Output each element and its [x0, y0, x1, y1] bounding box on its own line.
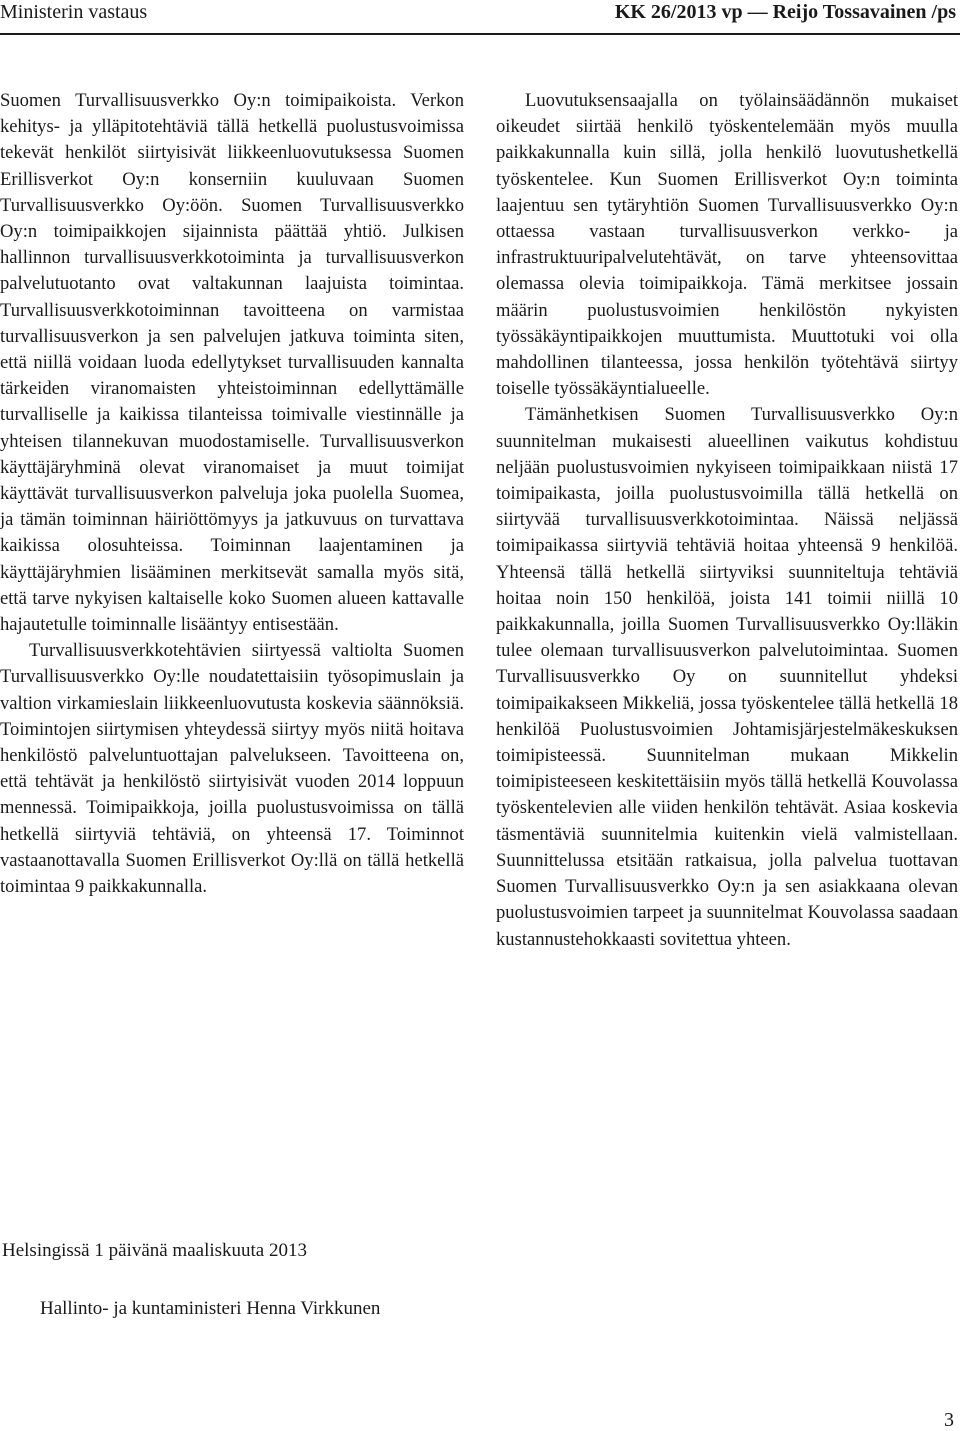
page-number: 3 [944, 1409, 954, 1431]
right-column [496, 88, 958, 953]
left-paragraph-2: Turvallisuusverkkotehtävien siirtyessä valtiolta Suomen Turvallisuusverkko Oy:lle noudatettaisiin työsopimuslain ja valtion virkamieslain liikkeenluovutusta koskevia säännöksiä. Toimintojen siirtymisen yhteydessä siirtyy myös niitä hoitava henkilöstö palveluntuottajan palvelukseen. Tavoitteena on, että tehtävät ja henkilöstö siirtyisivät vuoden 2014 loppuun mennessä. Toimipaikkoja, joilla puolustusvoimissa on tällä hetkellä siirtyviä tehtäviä, on yhteensä 17. Toiminnot vastaanottavalla Suomen Erillisverkot Oy:llä on tällä hetkellä toimintaa 9 paikkakunnalla. [0, 640, 464, 898]
page-header [0, 0, 960, 28]
left-column [0, 88, 464, 900]
header-document-type: Ministerin vastaus [0, 1, 148, 23]
right-paragraph-1: Luovutuksensaajalla on työlainsäädännön mukaiset oikeudet siirtää henkilö työskentelemään myös muulla paikkakunnalla kuin sillä, jolla henkilö luovutushetkellä työskentelee. Kun Suomen Erillisverkot Oy:n toiminta laajentuu sen tytäryhtiön Suomen Turvallisuusverkko Oy:n ottaessa vastaan turvallisuusverkon verkko- ja infrastruktuuripalvelutehtävät, on tarve yhteensovittaa olemassa olevia toimipaikkoja. Tämä merkitsee jossain määrin puolustusvoimien henkilöstön nykyisten työssäkäyntipaikkojen muuttumista. Muuttotuki voi olla mahdollinen tilanteessa, jossa henkilön työtehtävä siirtyy toiselle työssäkäyntialueelle. [496, 90, 958, 400]
minister-signature: Hallinto- ja kuntaministeri Henna Virkkunen [40, 1298, 381, 1319]
right-paragraph-2: Tämänhetkisen Suomen Turvallisuusverkko Oy:n suunnitelman mukaisesti alueellinen vaikutus kohdistuu neljään puolustusvoimien nykyiseen toimipaikkaan niistä 17 toimipaikasta, joilla puolustusvoimilla tällä hetkellä on siirtyvää turvallisuusverkkotoimintaa. Näissä neljässä toimipaikassa siirtyviä tehtäviä hoitaa yhteensä 9 henkilöä. Yhteensä tällä hetkellä siirtyviksi suunniteltuja tehtäviä hoitaa noin 150 henkilöä, joista 141 toimii niillä 10 paikkakunnalla, joilla Suomen Turvallisuusverkko Oy:lläkin tulee olemaan turvallisuusverkon palvelutoimintaa. Suomen Turvallisuusverkko Oy on suunnitellut yhdeksi toimipaikakseen Mikkeliä, jossa työskentelee tällä hetkellä 18 henkilöä Puolustusvoimien Johtamisjärjestelmäkeskuksen toimipisteessä. Suunnitelman mukaan Mikkelin toimipisteeseen keskitettäisiin myös tällä hetkellä Kouvolassa työskentelevien alle viiden henkilön tehtävät. Asiaa koskevia täsmentäviä suunnitelmia kuitenkin vielä valmistellaan. Suunnittelussa etsitään ratkaisua, jolla palvelua tuottavan Suomen Turvallisuusverkko Oy:n ja sen asiakkaana olevan puolustusvoimien tarpeet ja suunnitelmat Kouvolassa saadaan kustannustehokkaasti sovitettua yhteen. [496, 404, 958, 950]
place-and-date: Helsingissä 1 päivänä maaliskuuta 2013 [2, 1240, 307, 1261]
left-paragraph-1: Suomen Turvallisuusverkko Oy:n toimipaikoista. Verkon kehitys- ja ylläpitotehtäviä tällä hetkellä puolustusvoimissa tekevät henkilöt siirtyisivät liikkeenluovutuksessa Suomen Erillisverkot Oy:n konserniin kuuluvaan Suomen Turvallisuusverkko Oy:öön. Suomen Turvallisuusverkko Oy:n toimipaikkojen sijainnista päättää yhtiö. Julkisen hallinnon turvallisuusverkkotoiminta ja turvallisuusverkon palvelutuotanto ovat valtakunnan laajuista toimintaa. Turvallisuusverkkotoiminnan tavoitteena on varmistaa turvallisuusverkon ja sen palvelujen jatkuva toiminta siten, että niillä voidaan luoda edellytykset turvallisuuden kannalta tärkeiden viranomaisten yhteistoiminnan edellyttämälle turvalliselle ja kaikissa tilanteissa toimivalle viestinnälle ja yhteisen tilannekuvan muodostamiselle. Turvallisuusverkon käyttäjäryhminä olevat viranomaiset ja muut toimijat käyttävät turvallisuusverkon palveluja joka puolella Suomea, ja tämän toiminnan häiriöttömyys ja jatkuvuus on turvattava kaikissa olosuhteissa. Toiminnan laajentaminen ja käyttäjäryhmien lisääminen merkitsevät samalla myös sitä, että tarve nykyisen kaltaiselle koko Suomen alueen kattavalle hajautetulle toiminnalle lisääntyy entisestään. [0, 90, 464, 636]
header-rule [0, 33, 960, 35]
header-document-reference: KK 26/2013 vp — Reijo Tossavainen /ps [614, 1, 956, 23]
